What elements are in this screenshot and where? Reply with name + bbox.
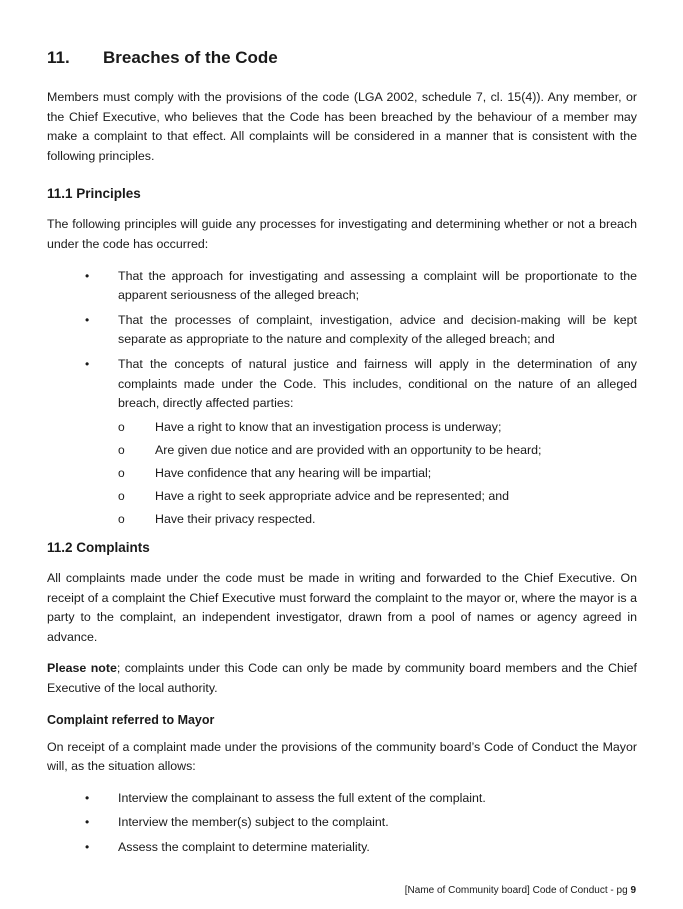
- rights-item: [118, 487, 637, 507]
- bullet-icon: •: [85, 840, 90, 854]
- rights-item: [118, 441, 637, 461]
- bullet-icon: •: [85, 312, 90, 327]
- principle-item: [47, 355, 637, 530]
- page-footer: [405, 884, 636, 898]
- rights-text: Have a right to know that an investigation process is underway;: [155, 419, 502, 434]
- mayor-action-item: [47, 813, 637, 833]
- please-note-label: Please note: [47, 661, 117, 676]
- document-page: [47, 46, 637, 866]
- complaints-heading: 11.2 Complaints: [47, 540, 150, 556]
- please-note-paragraph: [47, 659, 637, 698]
- principle-item: [47, 267, 637, 306]
- circle-bullet-icon: o: [118, 489, 125, 504]
- principle-text: That the processes of complaint, investigation, advice and decision-making will be kept separate as appropriate to the nature and complexity of the alleged breach; and: [118, 312, 637, 347]
- circle-bullet-icon: o: [118, 512, 125, 527]
- parties-rights-list: [118, 418, 637, 530]
- complaints-paragraph: All complaints made under the code must be made in writing and forwarded to the Chief Executive. On receipt of a complaint the Chief Executive must forward the complaint to the mayor or, where the mayor is a party to the complaint, an independent investigator, drawn from a pool of names or agency agreed in advance.: [47, 571, 637, 644]
- mayor-subheading: Complaint referred to Mayor: [47, 712, 215, 727]
- rights-text: Have a right to seek appropriate advice and be represented; and: [155, 489, 510, 504]
- principle-text: That the approach for investigating and assessing a complaint will be proportionate to the apparent seriousness of the alleged breach;: [118, 268, 637, 303]
- principles-intro: The following principles will guide any processes for investigating and determining whether or not a breach under the code has occurred:: [47, 217, 637, 251]
- mayor-intro: On receipt of a complaint made under the provisions of the community board’s Code of Conduct the Mayor will, as the situation allows:: [47, 739, 637, 774]
- please-note-text: ; complaints under this Code can only be made by community board members and the Chief Executive of the local authority.: [47, 661, 637, 696]
- rights-item: [118, 464, 637, 484]
- section-heading: [47, 46, 637, 70]
- mayor-action-item: [47, 789, 637, 809]
- bullet-icon: •: [85, 815, 90, 830]
- rights-text: Are given due notice and are provided with an opportunity to be heard;: [155, 442, 542, 457]
- bullet-icon: •: [85, 790, 90, 805]
- mayor-action-text: Interview the member(s) subject to the complaint.: [118, 815, 389, 830]
- circle-bullet-icon: o: [118, 442, 125, 457]
- rights-item: [118, 510, 637, 530]
- rights-item: [118, 418, 637, 438]
- circle-bullet-icon: o: [118, 466, 125, 481]
- page-number: 9: [630, 885, 636, 896]
- bullet-icon: •: [85, 356, 90, 371]
- principles-heading: 11.1 Principles: [47, 186, 141, 202]
- section-title: Breaches of the Code: [103, 48, 278, 67]
- section-intro: Members must comply with the provisions of the code (LGA 2002, schedule 7, cl. 15(4)). Any member, or the Chief Executive, who believes that the Code has been breached by the behaviour of a member may make a complaint to that effect. All complaints will be considered in a manner that is consistent with the following principles.: [47, 90, 637, 163]
- footer-text: [Name of Community board] Code of Conduct - pg: [404, 885, 631, 896]
- section-number: 11.: [47, 48, 70, 67]
- rights-text: Have their privacy respected.: [155, 512, 316, 527]
- circle-bullet-icon: o: [118, 419, 125, 434]
- mayor-action-text: Interview the complainant to assess the full extent of the complaint.: [118, 790, 486, 805]
- bullet-icon: •: [85, 268, 90, 283]
- principle-item: [47, 311, 637, 350]
- mayor-action-text: Assess the complaint to determine materiality.: [118, 840, 370, 854]
- principles-list: [47, 267, 637, 531]
- rights-text: Have confidence that any hearing will be impartial;: [155, 466, 432, 481]
- principle-text: That the concepts of natural justice and fairness will apply in the determination of any complaints made under the Code. This includes, conditional on the nature of an alleged breach, directly affected parties:: [118, 356, 637, 411]
- mayor-action-item: [47, 838, 637, 858]
- mayor-actions-list: [47, 789, 637, 858]
